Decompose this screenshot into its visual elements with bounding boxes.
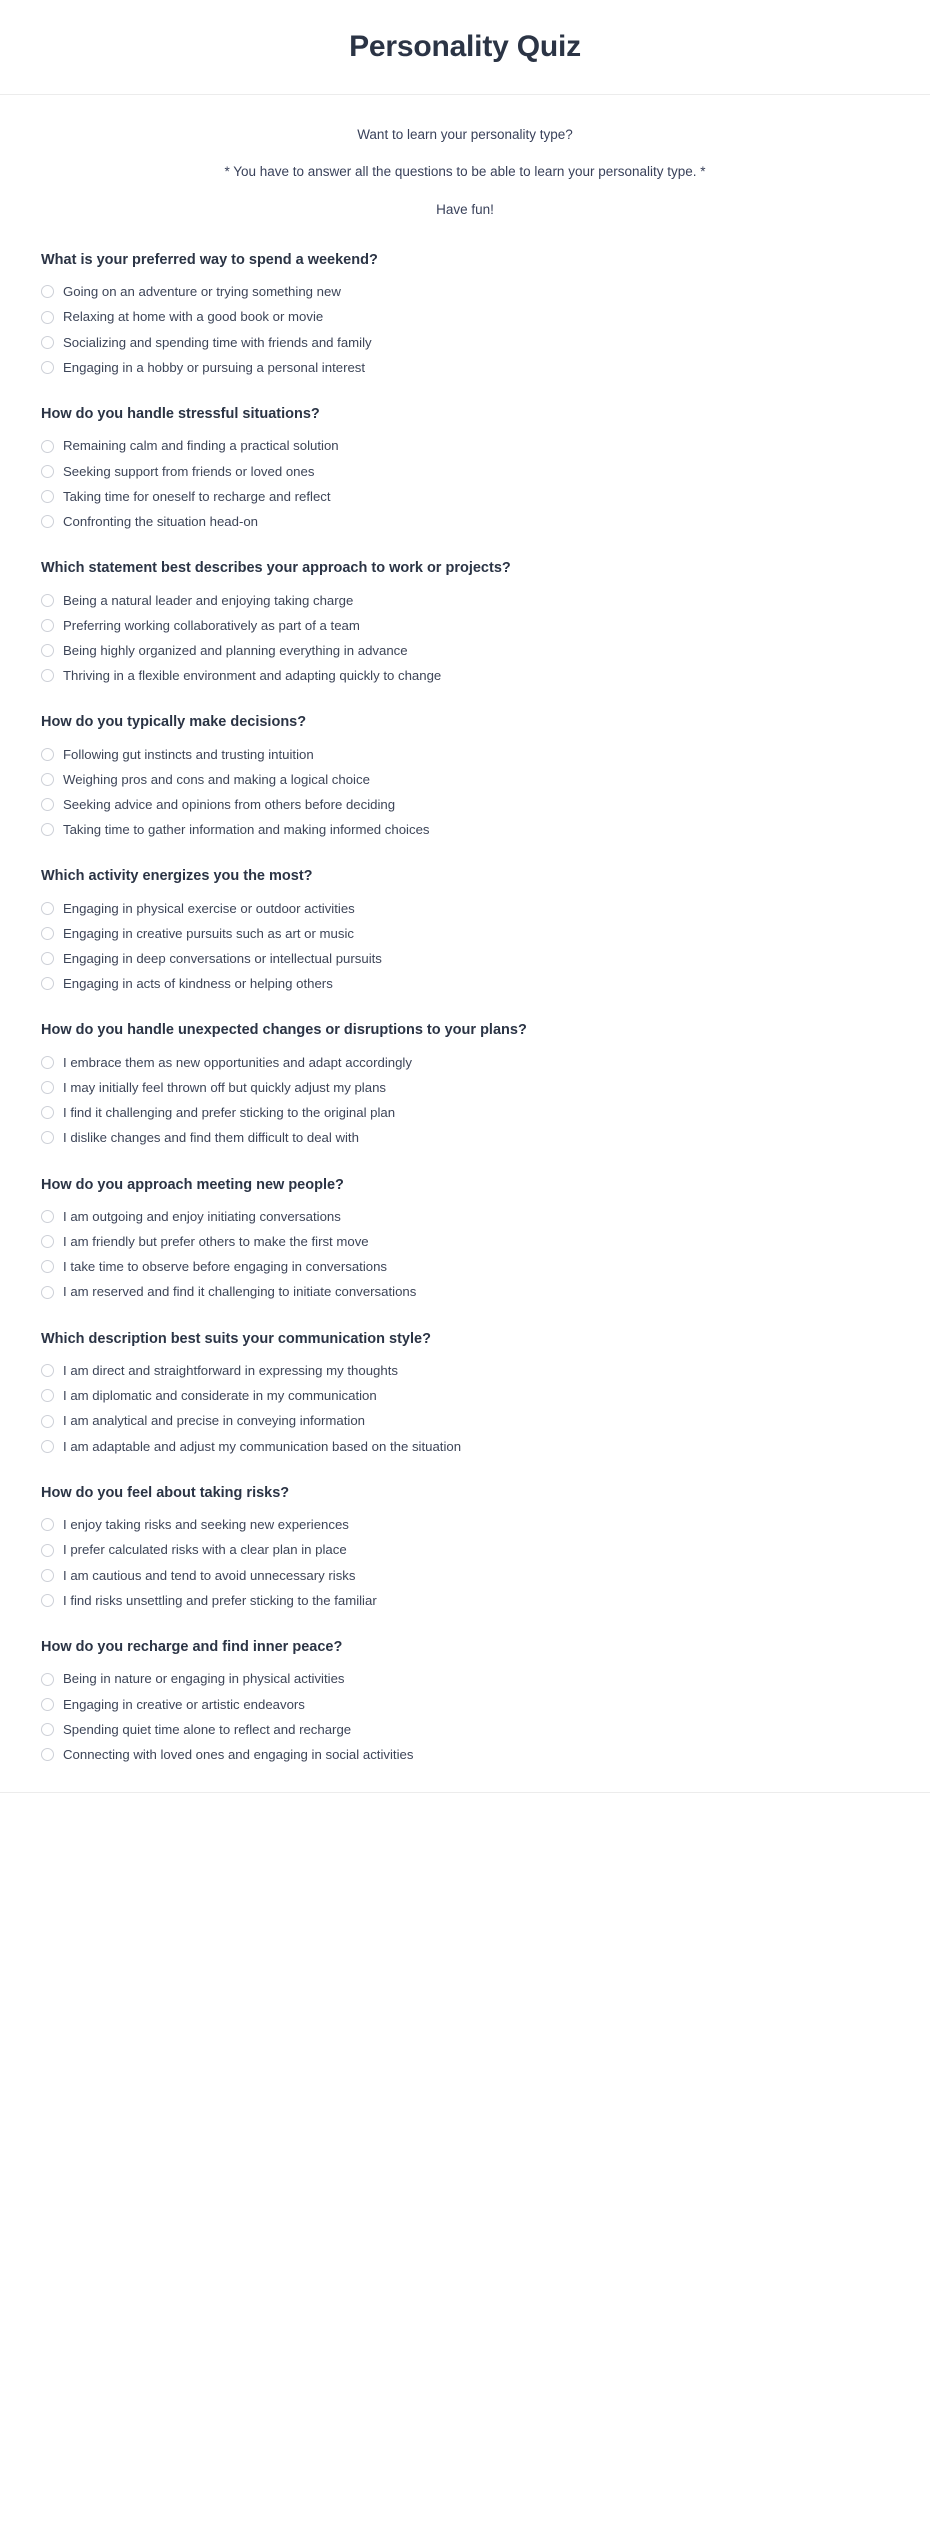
intro-line-2: * You have to answer all the questions to be able to learn your personality type. *	[224, 164, 706, 180]
answer-option-label: I am adaptable and adjust my communication based on the situation	[63, 1438, 462, 1454]
intro-section	[0, 95, 930, 225]
answer-option[interactable]	[40, 1512, 890, 1537]
answer-option[interactable]	[40, 613, 890, 638]
question-block	[40, 559, 890, 688]
question-title: How do you handle unexpected changes or disruptions to your plans?	[41, 1022, 527, 1039]
answer-option[interactable]	[40, 279, 890, 304]
answer-option-label: I am diplomatic and considerate in my communication	[63, 1388, 377, 1404]
answer-option[interactable]	[40, 1408, 890, 1433]
question-block	[40, 1021, 890, 1150]
answer-option-label: Connecting with loved ones and engaging in social activities	[63, 1746, 414, 1762]
answer-option[interactable]	[40, 1588, 890, 1613]
answer-option[interactable]	[40, 1383, 890, 1408]
answer-option[interactable]	[40, 1666, 890, 1691]
radio-button-icon[interactable]	[41, 644, 54, 657]
radio-button-icon[interactable]	[41, 465, 54, 478]
question-title: What is your preferred way to spend a weekend?	[41, 251, 378, 268]
answer-option-label: I take time to observe before engaging in conversations	[63, 1259, 388, 1275]
radio-button-icon[interactable]	[41, 1235, 54, 1248]
answer-option[interactable]	[40, 1279, 890, 1304]
answer-option-label: Engaging in acts of kindness or helping others	[63, 976, 333, 992]
answer-option[interactable]	[40, 1563, 890, 1588]
answer-option[interactable]	[40, 792, 890, 817]
answer-option[interactable]	[40, 1537, 890, 1562]
radio-button-icon[interactable]	[41, 927, 54, 940]
radio-button-icon[interactable]	[41, 619, 54, 632]
radio-button-icon[interactable]	[41, 1364, 54, 1377]
answer-option-label: I find risks unsettling and prefer sticking to the familiar	[63, 1592, 377, 1608]
radio-button-icon[interactable]	[41, 336, 54, 349]
radio-button-icon[interactable]	[41, 1389, 54, 1402]
quiz-question-list	[0, 251, 930, 1767]
answer-option-label: I find it challenging and prefer sticking to the original plan	[63, 1105, 396, 1121]
intro-line-3: Have fun!	[436, 201, 494, 217]
radio-button-icon[interactable]	[41, 1260, 54, 1273]
radio-button-icon[interactable]	[41, 1106, 54, 1119]
radio-button-icon[interactable]	[41, 1286, 54, 1299]
radio-button-icon[interactable]	[41, 1056, 54, 1069]
answer-option[interactable]	[40, 330, 890, 355]
radio-button-icon[interactable]	[41, 490, 54, 503]
answer-option[interactable]	[40, 1050, 890, 1075]
question-block	[40, 713, 890, 842]
radio-button-icon[interactable]	[41, 311, 54, 324]
answer-option[interactable]	[40, 742, 890, 767]
answer-option-label: Taking time to gather information and making informed choices	[63, 822, 430, 838]
radio-button-icon[interactable]	[41, 1723, 54, 1736]
answer-option-label: I am reserved and find it challenging to initiate conversations	[63, 1284, 417, 1300]
answer-option-label: I am analytical and precise in conveying information	[63, 1413, 366, 1429]
radio-button-icon[interactable]	[41, 1594, 54, 1607]
question-title: Which description best suits your communication style?	[41, 1330, 431, 1347]
answer-option[interactable]	[40, 588, 890, 613]
radio-button-icon[interactable]	[41, 1131, 54, 1144]
radio-button-icon[interactable]	[41, 285, 54, 298]
answer-option-label: Seeking advice and opinions from others before deciding	[63, 796, 396, 812]
answer-option-label: Preferring working collaboratively as part of a team	[63, 617, 360, 633]
answer-option-label: I dislike changes and find them difficult to deal with	[63, 1130, 359, 1146]
answer-option-label: I am outgoing and enjoy initiating conversations	[63, 1209, 341, 1225]
radio-button-icon[interactable]	[41, 1673, 54, 1686]
question-title: Which activity energizes you the most?	[41, 868, 313, 885]
radio-button-icon[interactable]	[41, 1081, 54, 1094]
answer-option-label: Spending quiet time alone to reflect and recharge	[63, 1721, 352, 1737]
radio-button-icon[interactable]	[41, 748, 54, 761]
answer-option-label: I prefer calculated risks with a clear plan in place	[63, 1542, 347, 1558]
answer-option-label: Engaging in physical exercise or outdoor activities	[63, 900, 355, 916]
answer-option-label: Taking time for oneself to recharge and reflect	[63, 488, 331, 504]
question-block	[40, 1484, 890, 1613]
radio-button-icon[interactable]	[41, 515, 54, 528]
radio-button-icon[interactable]	[41, 1544, 54, 1557]
answer-option-label: Being in nature or engaging in physical activities	[63, 1671, 345, 1687]
radio-button-icon[interactable]	[41, 823, 54, 836]
page-title: Personality Quiz	[349, 30, 581, 63]
answer-option-label: Relaxing at home with a good book or movie	[63, 309, 324, 325]
question-block	[40, 867, 890, 996]
question-title: How do you approach meeting new people?	[41, 1176, 344, 1193]
answer-option-label: Going on an adventure or trying something new	[63, 284, 341, 300]
answer-option[interactable]	[40, 663, 890, 688]
question-title: How do you feel about taking risks?	[41, 1484, 290, 1501]
question-block	[40, 1176, 890, 1305]
question-block	[40, 1330, 890, 1459]
radio-button-icon[interactable]	[41, 1698, 54, 1711]
answer-option-label: Following gut instincts and trusting intuition	[63, 746, 314, 762]
answer-option-label: Engaging in a hobby or pursuing a personal interest	[63, 359, 366, 375]
bottom-divider	[0, 1792, 930, 1793]
answer-option[interactable]	[40, 1229, 890, 1254]
answer-option-label: Weighing pros and cons and making a logical choice	[63, 771, 370, 787]
radio-button-icon[interactable]	[41, 440, 54, 453]
answer-option-label: Engaging in creative pursuits such as art or music	[63, 925, 354, 941]
radio-button-icon[interactable]	[41, 1569, 54, 1582]
question-block	[40, 251, 890, 380]
page-header	[0, 0, 930, 95]
radio-button-icon[interactable]	[41, 1518, 54, 1531]
answer-option-label: Socializing and spending time with friends and family	[63, 334, 372, 350]
radio-button-icon[interactable]	[41, 773, 54, 786]
answer-option[interactable]	[40, 896, 890, 921]
answer-option[interactable]	[40, 1075, 890, 1100]
answer-option[interactable]	[40, 304, 890, 329]
answer-option[interactable]	[40, 509, 890, 534]
answer-option[interactable]	[40, 946, 890, 971]
radio-button-icon[interactable]	[41, 669, 54, 682]
answer-option-label: Engaging in creative or artistic endeavors	[63, 1696, 305, 1712]
radio-button-icon[interactable]	[41, 952, 54, 965]
answer-option[interactable]	[40, 767, 890, 792]
answer-option[interactable]	[40, 1358, 890, 1383]
radio-button-icon[interactable]	[41, 1440, 54, 1453]
answer-option-label: I may initially feel thrown off but quickly adjust my plans	[63, 1080, 386, 1096]
answer-option[interactable]	[40, 1125, 890, 1150]
question-title: How do you handle stressful situations?	[41, 405, 320, 422]
answer-option-label: I embrace them as new opportunities and adapt accordingly	[63, 1054, 412, 1070]
answer-option[interactable]	[40, 1692, 890, 1717]
answer-option[interactable]	[40, 817, 890, 842]
radio-button-icon[interactable]	[41, 594, 54, 607]
answer-option-label: Seeking support from friends or loved ones	[63, 463, 315, 479]
question-title: Which statement best describes your approach to work or projects?	[41, 560, 511, 576]
answer-option[interactable]	[40, 1204, 890, 1229]
answer-option-label: I enjoy taking risks and seeking new experiences	[63, 1517, 349, 1533]
question-block	[40, 1638, 890, 1767]
answer-option[interactable]	[40, 459, 890, 484]
answer-option[interactable]	[40, 484, 890, 509]
answer-option-label: Being highly organized and planning everything in advance	[63, 642, 408, 658]
answer-option-label: Being a natural leader and enjoying taking charge	[63, 592, 354, 608]
answer-option[interactable]	[40, 355, 890, 380]
answer-option-label: Engaging in deep conversations or intellectual pursuits	[63, 951, 382, 967]
answer-option[interactable]	[40, 1254, 890, 1279]
answer-option[interactable]	[40, 971, 890, 996]
answer-option[interactable]	[40, 1434, 890, 1459]
answer-option[interactable]	[40, 1717, 890, 1742]
question-title: How do you recharge and find inner peace?	[41, 1638, 343, 1655]
answer-option-label: I am direct and straightforward in expressing my thoughts	[63, 1363, 398, 1379]
question-title: How do you typically make decisions?	[41, 714, 307, 731]
radio-button-icon[interactable]	[41, 798, 54, 811]
answer-option-label: I am cautious and tend to avoid unnecessary risks	[63, 1567, 356, 1583]
radio-button-icon[interactable]	[41, 902, 54, 915]
radio-button-icon[interactable]	[41, 1415, 54, 1428]
answer-option-label: Confronting the situation head-on	[63, 513, 259, 529]
answer-option[interactable]	[40, 921, 890, 946]
answer-option[interactable]	[40, 1100, 890, 1125]
question-block	[40, 405, 890, 534]
answer-option-label: Remaining calm and finding a practical solution	[63, 438, 339, 454]
radio-button-icon[interactable]	[41, 1210, 54, 1223]
radio-button-icon[interactable]	[41, 1748, 54, 1761]
answer-option[interactable]	[40, 433, 890, 458]
answer-option-label: Thriving in a flexible environment and adapting quickly to change	[63, 667, 442, 683]
answer-option[interactable]	[40, 638, 890, 663]
intro-line-1: Want to learn your personality type?	[357, 127, 573, 142]
answer-option[interactable]	[40, 1742, 890, 1767]
answer-option-label: I am friendly but prefer others to make the first move	[63, 1234, 369, 1250]
radio-button-icon[interactable]	[41, 977, 54, 990]
radio-button-icon[interactable]	[41, 361, 54, 374]
